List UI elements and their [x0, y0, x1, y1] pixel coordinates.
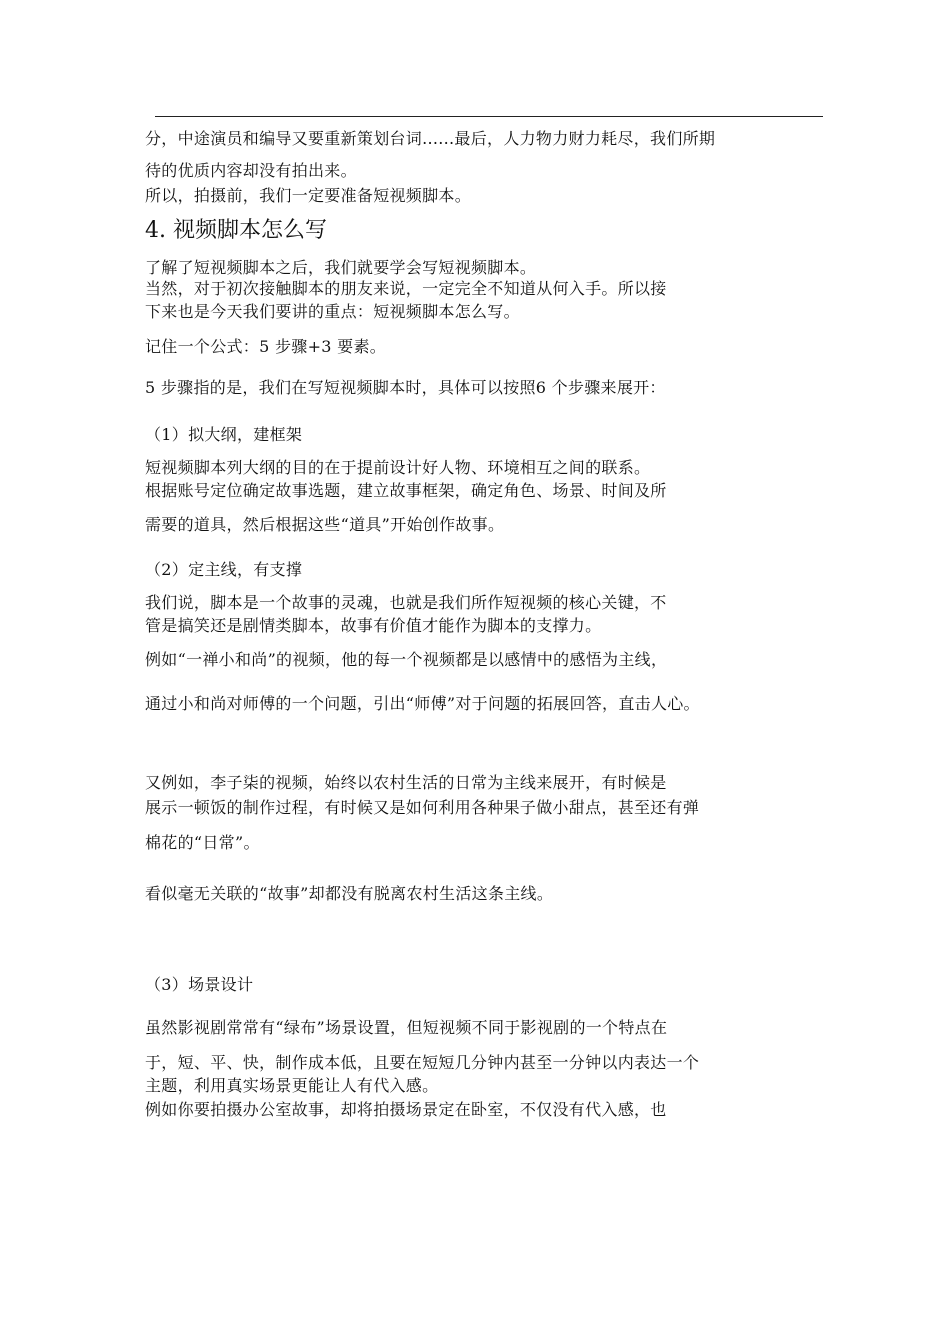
paragraph-line: 需要的道具，然后根据这些“道具”开始创作故事。	[145, 515, 505, 534]
paragraph-line: 待的优质内容却没有拍出来。	[145, 161, 357, 180]
paragraph-line: 了解了短视频脚本之后，我们就要学会写短视频脚本。	[145, 258, 537, 277]
header-rule	[155, 116, 823, 117]
paragraph-line: 虽然影视剧常常有“绿布”场景设置，但短视频不同于影视剧的一个特点在	[145, 1018, 668, 1037]
paragraph-line: 又例如，李子柒的视频，始终以农村生活的日常为主线来展开，有时候是	[145, 773, 667, 792]
paragraph-line: 5 步骤指的是，我们在写短视频脚本时，具体可以按照6 个步骤来展开：	[145, 378, 666, 397]
subheading-2: （2）定主线，有支撑	[145, 560, 303, 579]
paragraph-line: 根据账号定位确定故事选题，建立故事框架，确定角色、场景、时间及所	[145, 481, 667, 500]
paragraph-line: 短视频脚本列大纲的目的在于提前设计好人物、环境相互之间的联系。	[145, 458, 651, 477]
paragraph-line: 当然，对于初次接触脚本的朋友来说，一定完全不知道从何入手。所以接	[145, 279, 667, 298]
paragraph-line: 展示一顿饭的制作过程，有时候又是如何利用各种果子做小甜点，甚至还有弹	[145, 798, 700, 817]
paragraph-line: 棉花的“日常”。	[145, 833, 260, 852]
paragraph-line: 通过小和尚对师傅的一个问题，引出“师傅”对于问题的拓展回答，直击人心。	[145, 694, 700, 713]
section-heading: 4. 视频脚本怎么写	[145, 218, 327, 243]
paragraph-line: 例如“一禅小和尚”的视频，他的每一个视频都是以感情中的感悟为主线，	[145, 650, 668, 669]
paragraph-line: 管是搞笑还是剧情类脚本，故事有价值才能作为脚本的支撑力。	[145, 616, 602, 635]
paragraph-line: 分，中途演员和编导又要重新策划台词......最后，人力物力财力耗尽，我们所期	[145, 129, 716, 148]
paragraph-line: 例如你要拍摄办公室故事，却将拍摄场景定在卧室，不仅没有代入感，也	[145, 1100, 667, 1119]
paragraph-line: 我们说，脚本是一个故事的灵魂，也就是我们所作短视频的核心关键，不	[145, 593, 667, 612]
subheading-3: （3）场景设计	[145, 975, 254, 994]
formula-line: 记住一个公式：5 步骤+3 要素。	[145, 337, 387, 356]
paragraph-line: 下来也是今天我们要讲的重点：短视频脚本怎么写。	[145, 302, 520, 321]
paragraph-line: 于，短、平、快，制作成本低，且要在短短几分钟内甚至一分钟以内表达一个	[145, 1053, 700, 1072]
paragraph-line: 所以，拍摄前，我们一定要准备短视频脚本。	[145, 186, 472, 205]
subheading-1: （1）拟大纲，建框架	[145, 425, 303, 444]
paragraph-line: 看似毫无关联的“故事”却都没有脱离农村生活这条主线。	[145, 884, 554, 903]
paragraph-line: 主题，利用真实场景更能让人有代入感。	[145, 1076, 439, 1095]
